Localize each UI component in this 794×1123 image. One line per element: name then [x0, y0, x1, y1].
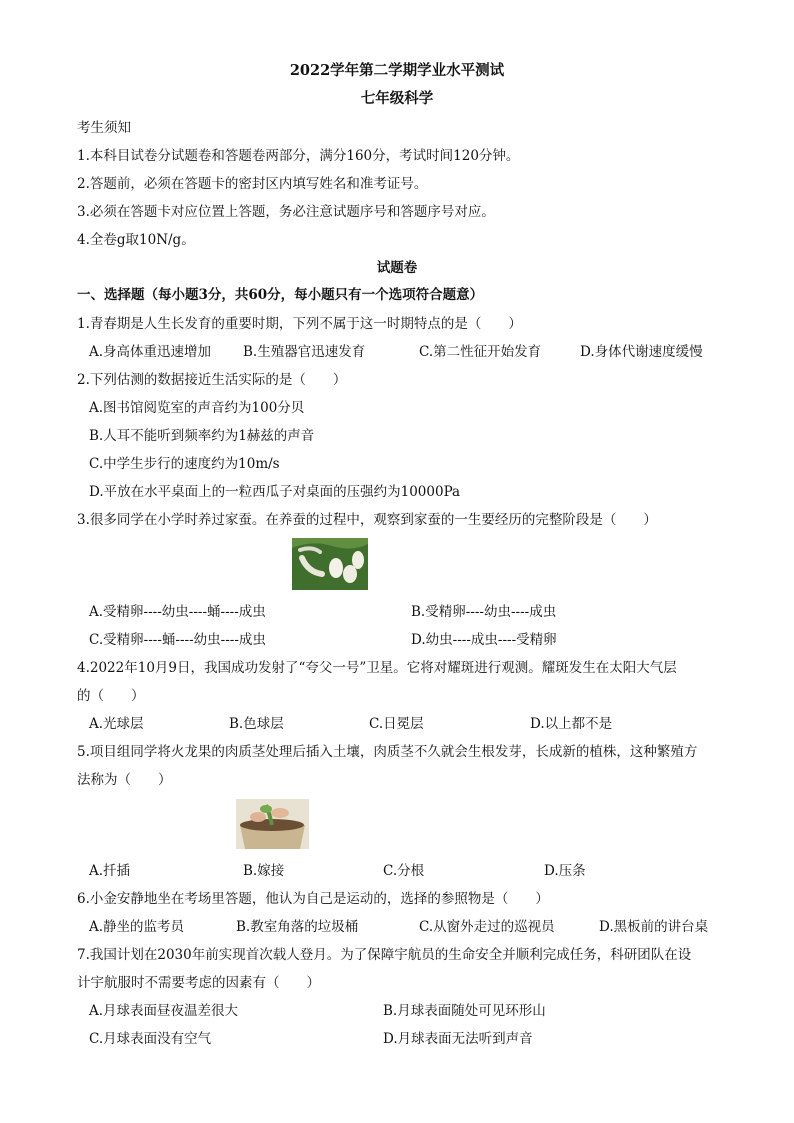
silkworm-photo — [292, 538, 368, 590]
option-a: A.身高体重迅速增加 — [89, 344, 212, 360]
option-c: C.第二性征开始发育 — [419, 344, 542, 360]
option-d: D.以上都不是 — [530, 716, 613, 732]
question-stem: 6.小金安静地坐在考场里答题，他认为自己是运动的，选择的参照物是（ ） — [77, 891, 549, 907]
exam-subtitle: 七年级科学 — [360, 90, 434, 107]
question-stem: 3.很多同学在小学时养过家蚕。在养蚕的过程中，观察到家蚕的一生要经历的完整阶段是（ ） — [77, 512, 657, 528]
option-c: C.受精卵----蛹----幼虫----成虫 — [89, 632, 266, 648]
notice-item: 3.必须在答题卡对应位置上答题，务必注意试题序号和答题序号对应。 — [77, 204, 495, 220]
option-d: D.平放在水平桌面上的一粒西瓜子对桌面的压强约为10000Pa — [89, 484, 461, 500]
question-stem: 5.项目组同学将火龙果的肉质茎处理后插入土壤，肉质茎不久就会生根发芽，长成新的植株，这种繁殖方 — [77, 744, 698, 760]
option-d: D.幼虫----成虫----受精卵 — [411, 632, 557, 648]
option-d: D.压条 — [544, 863, 586, 879]
cutting-photo — [236, 799, 309, 849]
notice-heading: 考生须知 — [77, 120, 131, 136]
question-stem-cont: 法称为（ ） — [77, 772, 172, 788]
option-b: B.色球层 — [229, 716, 284, 732]
question-stem: 4.2022年10月9日，我国成功发射了“夸父一号”卫星。它将对耀斑进行观测。耀斑发生在太阳大气层 — [77, 660, 677, 676]
option-b: B.生殖器官迅速发育 — [243, 344, 366, 360]
option-c: C.中学生步行的速度约为10m/s — [89, 456, 280, 472]
option-d: D.月球表面无法听到声音 — [383, 1031, 533, 1047]
option-a: A.月球表面昼夜温差很大 — [89, 1003, 239, 1019]
option-a: A.光球层 — [89, 716, 144, 732]
option-a: A.图书馆阅览室的声音约为100分贝 — [89, 400, 305, 416]
paper-label: 试题卷 — [376, 260, 418, 276]
question-stem-cont: 计宇航服时不需要考虑的因素有（ ） — [77, 975, 320, 991]
question-stem: 7.我国计划在2030年前实现首次载人登月。为了保障宇航员的生命安全并顺利完成任务，科研团队在设 — [77, 947, 692, 963]
question-stem-cont: 的（ ） — [77, 688, 145, 704]
option-b: B.月球表面随处可见环形山 — [383, 1003, 546, 1019]
option-b: B.受精卵----幼虫----成虫 — [411, 604, 557, 620]
notice-item: 2.答题前，必须在答题卡的密封区内填写姓名和准考证号。 — [77, 176, 428, 192]
option-b: B.教室角落的垃圾桶 — [236, 919, 359, 935]
question-stem: 2.下列估测的数据接近生活实际的是（ ） — [77, 372, 347, 388]
option-a: A.静坐的监考员 — [89, 919, 185, 935]
option-c: C.分根 — [383, 863, 425, 879]
option-b: B.嫁接 — [243, 863, 285, 879]
question-stem: 1.青春期是人生长发育的重要时期，下列不属于这一时期特点的是（ ） — [77, 316, 522, 332]
notice-item: 4.全卷g取10N/g。 — [77, 232, 195, 248]
option-d: D.黑板前的讲台桌 — [599, 919, 709, 935]
exam-title: 2022学年第二学期学业水平测试 — [289, 62, 505, 79]
notice-item: 1.本科目试卷分试题卷和答题卷两部分，满分160分，考试时间120分钟。 — [77, 148, 520, 164]
option-b: B.人耳不能听到频率约为1赫兹的声音 — [89, 428, 315, 444]
option-c: C.从窗外走过的巡视员 — [419, 919, 555, 935]
option-a: A.扦插 — [89, 863, 131, 879]
section-heading: 一、选择题（每小题3分，共60分，每小题只有一个选项符合题意） — [77, 287, 484, 303]
option-c: C.日冕层 — [369, 716, 424, 732]
option-d: D.身体代谢速度缓慢 — [580, 344, 703, 360]
option-c: C.月球表面没有空气 — [89, 1031, 212, 1047]
option-a: A.受精卵----幼虫----蛹----成虫 — [89, 604, 266, 620]
